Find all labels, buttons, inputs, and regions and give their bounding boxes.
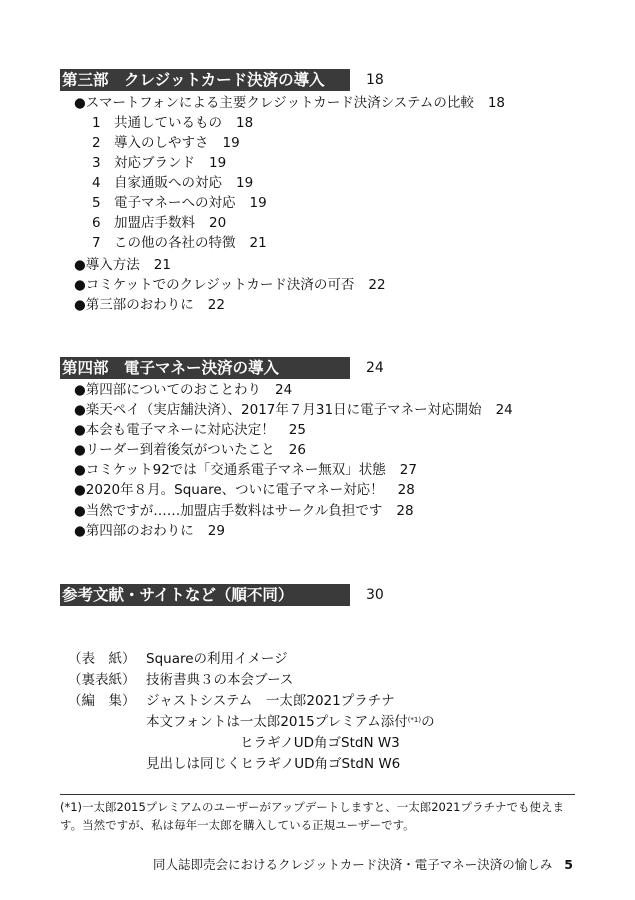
toc-entry: ● 第三部のおわりに 22 <box>74 296 225 314</box>
toc-entry: ● コミケットでのクレジットカード決済の可否 22 <box>74 276 386 294</box>
credit-label: （表 紙） <box>68 651 136 667</box>
credit-row-editing <box>0 692 635 710</box>
toc-entry: ● 楽天ペイ（実店舗決済）、2017年７月31日に電子マネー対応開始 24 <box>74 401 513 419</box>
footnote-mark: (*1) <box>407 716 422 724</box>
section-page-part3: 18 <box>366 72 384 88</box>
toc-entry: 4 自家通販への対応 19 <box>92 175 254 191</box>
footnote-divider <box>60 794 575 795</box>
credit-value: ヒラギノUD角ゴStdN W3 <box>240 735 400 751</box>
credit-value: Squareの利用イメージ <box>146 651 288 667</box>
toc-entry: 5 電子マネーへの対応 19 <box>92 195 267 211</box>
credit-value: 見出しは同じくヒラギノUD角ゴStdN W6 <box>146 756 401 772</box>
toc-entry: ● コミケット92では「交通系電子マネー無双」状態 27 <box>74 461 417 479</box>
running-title: 同人誌即売会におけるクレジットカード決済・電子マネー決済の愉しみ <box>152 857 553 872</box>
credit-label: （編 集） <box>68 693 136 709</box>
credit-value: ジャストシステム 一太郎2021プラチナ <box>146 693 395 709</box>
credit-label: （裏表紙） <box>68 672 136 688</box>
section-heading-references: 参考文献・サイトなど（順不同） <box>60 584 350 606</box>
section-page-part4: 24 <box>366 360 384 376</box>
toc-entry: ● 導入方法 21 <box>74 256 171 274</box>
section-page-references: 30 <box>366 587 384 603</box>
toc-entry: 3 対応ブランド 19 <box>92 155 227 171</box>
page-footer <box>153 856 573 874</box>
credit-row-font-body <box>0 734 635 752</box>
toc-entry: 1 共通しているもの 18 <box>92 115 254 131</box>
toc-entry: 7 この他の各社の特徴 21 <box>92 235 267 251</box>
credit-row-font-heading <box>0 755 635 773</box>
credit-row-cover <box>0 650 635 668</box>
toc-entry: ● 第四部についてのおことわり 24 <box>74 381 292 399</box>
toc-entry: ● 第四部のおわりに 29 <box>74 522 225 540</box>
credit-value: 技術書典３の本会ブース <box>146 672 294 688</box>
toc-entry: ● 2020年８月。Square、ついに電子マネー対応！ 28 <box>74 481 415 499</box>
page-number: 5 <box>564 857 573 872</box>
credit-value: 本文フォントは一太郎2015プレミアム添付$^{(*1)}$の <box>146 714 435 730</box>
toc-entry: ● スマートフォンによる主要クレジットカード決済システムの比較 18 <box>74 94 505 112</box>
footnote: (*1)一太郎2015プレミアムのユーザーがアップデートしますと、一太郎2021プラチナでも使えます。当然ですが、私は毎年一太郎を購入している正規ユーザーです。 <box>60 800 564 832</box>
toc-entry: ● 本会も電子マネーに対応決定！ 25 <box>74 421 306 439</box>
credit-row-font <box>0 713 635 731</box>
toc-entry: ● リーダー到着後気がついたこと 26 <box>74 441 306 459</box>
toc-entry: 2 導入のしやすさ 19 <box>92 135 240 151</box>
section-heading-part4: 第四部 電子マネー決済の導入 <box>60 357 350 379</box>
section-heading-part3: 第三部 クレジットカード決済の導入 <box>60 69 350 91</box>
toc-entry: ● 当然ですが……加盟店手数料はサークル負担です 28 <box>74 502 414 520</box>
toc-entry: 6 加盟店手数料 20 <box>92 215 227 231</box>
credit-row-back-cover <box>0 671 635 689</box>
